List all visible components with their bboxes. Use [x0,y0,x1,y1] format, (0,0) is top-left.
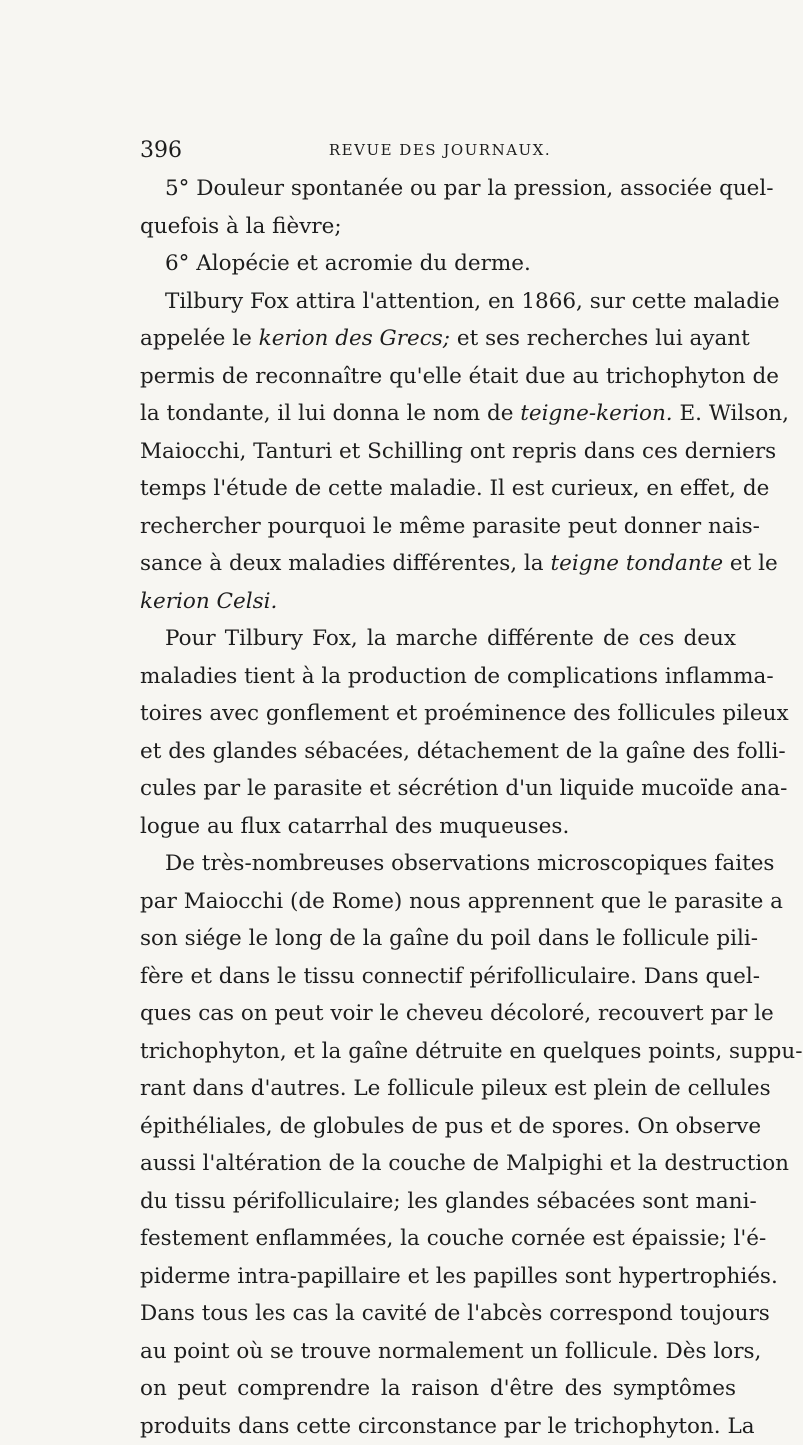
text-line [140,320,736,358]
text-line: épithéliales, de globules de pus et de spores. On observe [140,1108,736,1146]
text-line: permis de reconnaître qu'elle était due au trichophyton de [140,358,736,396]
body-text [140,170,736,1445]
text-line: rant dans d'autres. Le follicule pileux est plein de cellules [140,1070,736,1108]
text-line: logue au flux catarrhal des muqueuses. [140,808,736,846]
text-segment: sance à deux maladies différentes, la [140,551,550,576]
text-line: du tissu périfolliculaire; les glandes sébacées sont mani- [140,1183,736,1221]
text-line: maladies tient à la production de complications inflamma- [140,658,736,696]
text-line: quefois à la fièvre; [140,208,736,246]
text-line: son siége le long de la gaîne du poil dans le follicule pili- [140,920,736,958]
text-line [140,545,736,583]
text-line: on peut comprendre la raison d'être des symptômes [140,1370,736,1408]
text-line: au point où se trouve normalement un follicule. Dès lors, [140,1333,736,1371]
text-line: Maiocchi, Tanturi et Schilling ont repris dans ces derniers [140,433,736,471]
text-line: produits dans cette circonstance par le trichophyton. La [140,1408,736,1445]
text-line: De très-nombreuses observations microscopiques faites [140,845,736,883]
page-header [140,138,740,168]
text-line: Pour Tilbury Fox, la marche différente de ces deux [140,620,736,658]
text-line: rechercher pourquoi le même parasite peut donner nais- [140,508,736,546]
text-line: ques cas on peut voir le cheveu décoloré, recouvert par le [140,995,736,1033]
text-line: kerion Celsi. [140,583,736,621]
page-number: 396 [140,138,182,163]
text-line: cules par le parasite et sécrétion d'un liquide mucoïde ana- [140,770,736,808]
text-line: et des glandes sébacées, détachement de la gaîne des folli- [140,733,736,771]
text-line: 6° Alopécie et acromie du derme. [140,245,736,283]
text-line: Tilbury Fox attira l'attention, en 1866, sur cette maladie [140,283,736,321]
italic-term: kerion des Grecs; [259,326,450,351]
italic-term: teigne-kerion. [520,401,672,426]
italic-term: teigne tondante [550,551,723,576]
text-line: trichophyton, et la gaîne détruite en quelques points, suppu- [140,1033,736,1071]
text-line: 5° Douleur spontanée ou par la pression, associée quel- [140,170,736,208]
text-segment: et le [723,551,778,576]
text-segment: la tondante, il lui donna le nom de [140,401,520,426]
text-line: par Maiocchi (de Rome) nous apprennent que le parasite a [140,883,736,921]
text-line: temps l'étude de cette maladie. Il est curieux, en effet, de [140,470,736,508]
text-segment: E. Wilson, [673,401,789,426]
running-title: REVUE DES JOURNAUX. [140,141,740,159]
text-line [140,395,736,433]
text-line: festement enflammées, la couche cornée est épaissie; l'é- [140,1220,736,1258]
text-segment: et ses recherches lui ayant [450,326,750,351]
text-line: toires avec gonflement et proéminence des follicules pileux [140,695,736,733]
text-line: Dans tous les cas la cavité de l'abcès correspond toujours [140,1295,736,1333]
text-line: piderme intra-papillaire et les papilles sont hypertrophiés. [140,1258,736,1296]
text-segment: appelée le [140,326,259,351]
text-line: aussi l'altération de la couche de Malpighi et la destruction [140,1145,736,1183]
text-line: fère et dans le tissu connectif périfolliculaire. Dans quel- [140,958,736,996]
